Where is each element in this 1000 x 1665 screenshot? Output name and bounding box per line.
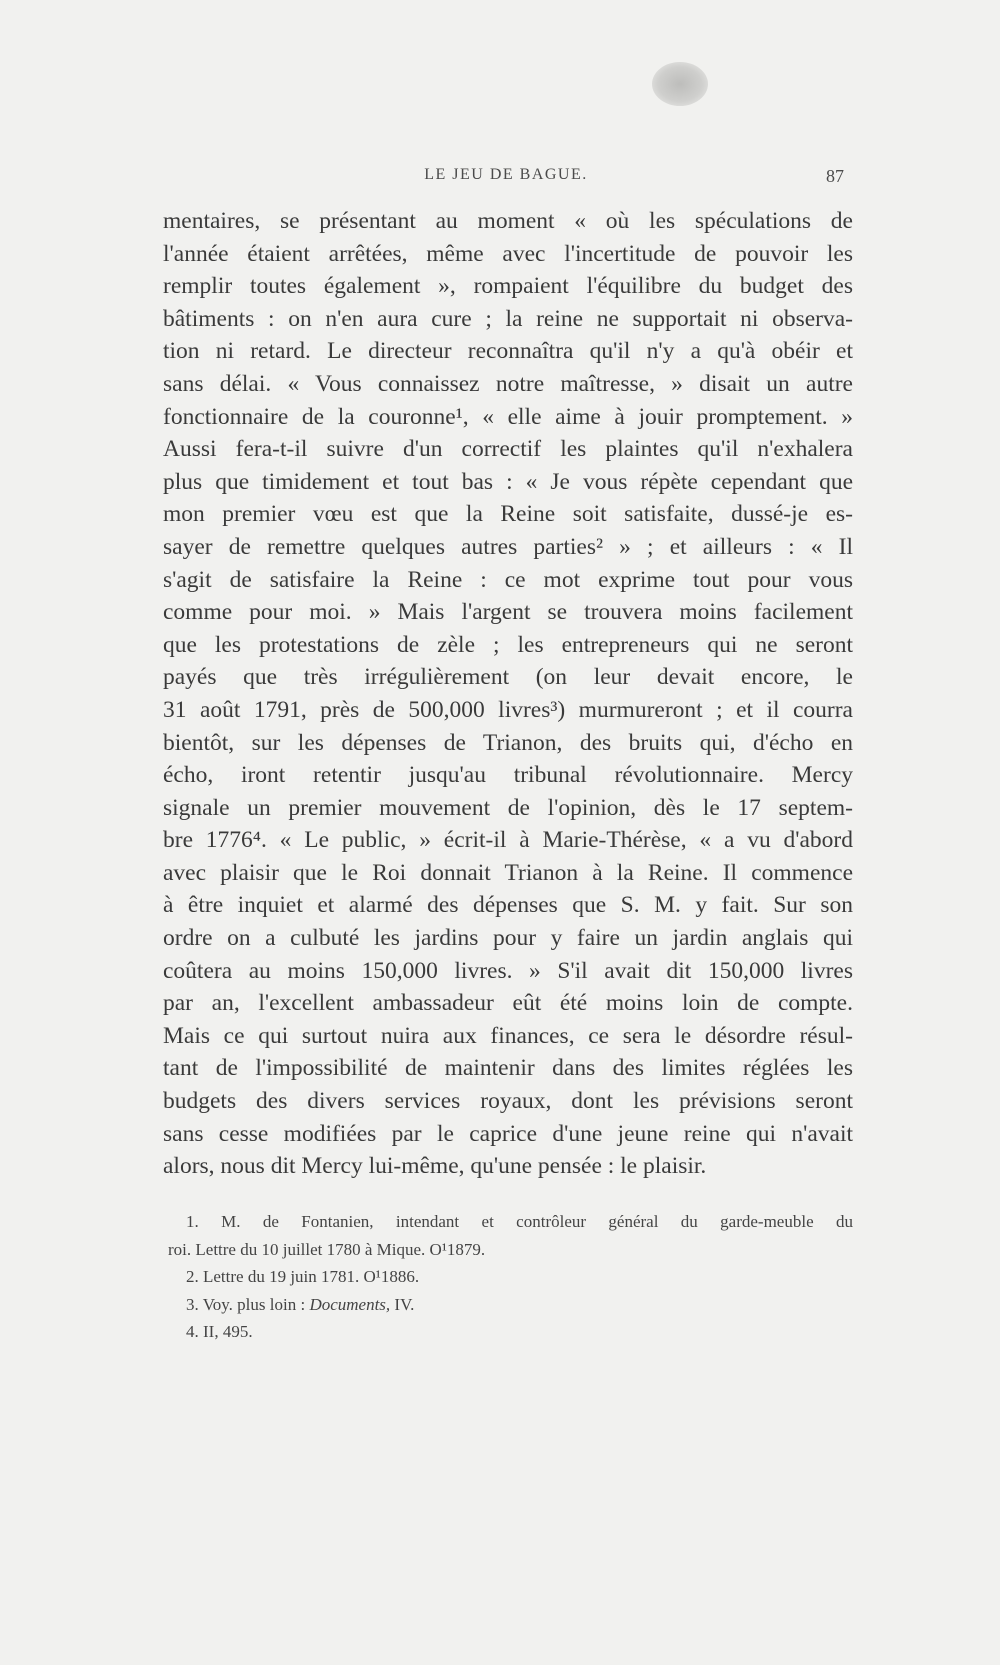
text-line: fonctionnaire de la couronne¹, « elle aime à jouir promptement. » (163, 403, 853, 430)
text-line: tion ni retard. Le directeur reconnaîtra qu'il n'y a qu'à obéir et (163, 338, 853, 365)
text-line: comme pour moi. » Mais l'argent se trouvera moins facilement (163, 599, 853, 626)
ink-smudge (652, 62, 708, 106)
text-line: signale un premier mouvement de l'opinion, dès le 17 septem- (163, 794, 853, 821)
footnote-3-prefix: 3. Voy. plus loin : (186, 1294, 310, 1314)
text-line: payés que très irrégulièrement (on leur devait encore, le (163, 664, 853, 691)
text-line: mon premier vœu est que la Reine soit satisfaite, dussé-je es- (163, 501, 853, 528)
text-line: mentaires, se présentant au moment « où les spéculations de (163, 208, 853, 234)
text-line: 31 août 1791, près de 500,000 livres³) murmureront ; et il courra (163, 696, 853, 723)
text-line: coûtera au moins 150,000 livres. » S'il avait dit 150,000 livres (163, 957, 853, 984)
running-title: LE JEU DE BAGUE. (424, 166, 588, 183)
text-line: avec plaisir que le Roi donnait Trianon à la Reine. Il commence (163, 859, 853, 886)
text-line: remplir toutes également », rompaient l'équilibre du budget des (163, 273, 853, 300)
footnote-2: 2. Lettre du 19 juin 1781. O¹1886. (186, 1267, 420, 1286)
text-line: sayer de remettre quelques autres parties² » ; et ailleurs : « Il (163, 533, 853, 560)
footnote-1-continued: roi. Lettre du 10 juillet 1780 à Mique. O¹1879. (168, 1239, 486, 1259)
page-number: 87 (826, 166, 844, 186)
text-line: Mais ce qui surtout nuira aux finances, ce sera le désordre résul- (163, 1022, 853, 1049)
text-line: ordre on a culbuté les jardins pour y faire un jardin anglais qui (163, 925, 853, 952)
text-line: bientôt, sur les dépenses de Trianon, des bruits qui, d'écho en (163, 729, 853, 756)
footnote-4: 4. II, 495. (186, 1322, 253, 1341)
footnote-3-italic: Documents, (309, 1294, 391, 1314)
text-line: à être inquiet et alarmé des dépenses que S. M. y fait. Sur son (163, 892, 853, 919)
text-line: budgets des divers services royaux, dont les prévisions seront (163, 1088, 853, 1115)
text-line: l'année étaient arrêtées, même avec l'incertitude de pouvoir les (163, 240, 853, 267)
text-line: que les protestations de zèle ; les entrepreneurs qui ne seront (163, 631, 853, 658)
text-line: tant de l'impossibilité de maintenir dans des limites réglées les (163, 1055, 853, 1082)
page-header (168, 166, 844, 190)
text-line: écho, iront retentir jusqu'au tribunal révolutionnaire. Mercy (163, 762, 853, 789)
text-line: plus que timidement et tout bas : « Je vous répète cependant que (163, 468, 853, 495)
footnote-1: 1. M. de Fontanien, intendant et contrôleur général du garde-meuble du (186, 1212, 853, 1231)
text-line: sans cesse modifiées par le caprice d'une jeune reine qui n'avait (163, 1120, 853, 1147)
footnotes (168, 1208, 853, 1346)
text-line: Aussi fera-t-il suivre d'un correctif les plaintes qu'il n'exhalera (163, 436, 853, 463)
footnote-3-suffix: IV. (390, 1294, 415, 1314)
text-line: bre 1776⁴. « Le public, » écrit-il à Marie-Thérèse, « a vu d'abord (163, 827, 853, 854)
text-line: par an, l'excellent ambassadeur eût été moins loin de compte. (163, 990, 853, 1017)
text-line: sans délai. « Vous connaissez notre maîtresse, » disait un autre (163, 370, 853, 397)
text-line: s'agit de satisfaire la Reine : ce mot exprime tout pour vous (163, 566, 853, 593)
body-text (163, 205, 853, 1183)
footnote-3 (168, 1291, 853, 1319)
text-line: alors, nous dit Mercy lui-même, qu'une pensée : le plaisir. (163, 1153, 707, 1180)
text-line: bâtiments : on n'en aura cure ; la reine ne supportait ni observa- (163, 305, 853, 332)
